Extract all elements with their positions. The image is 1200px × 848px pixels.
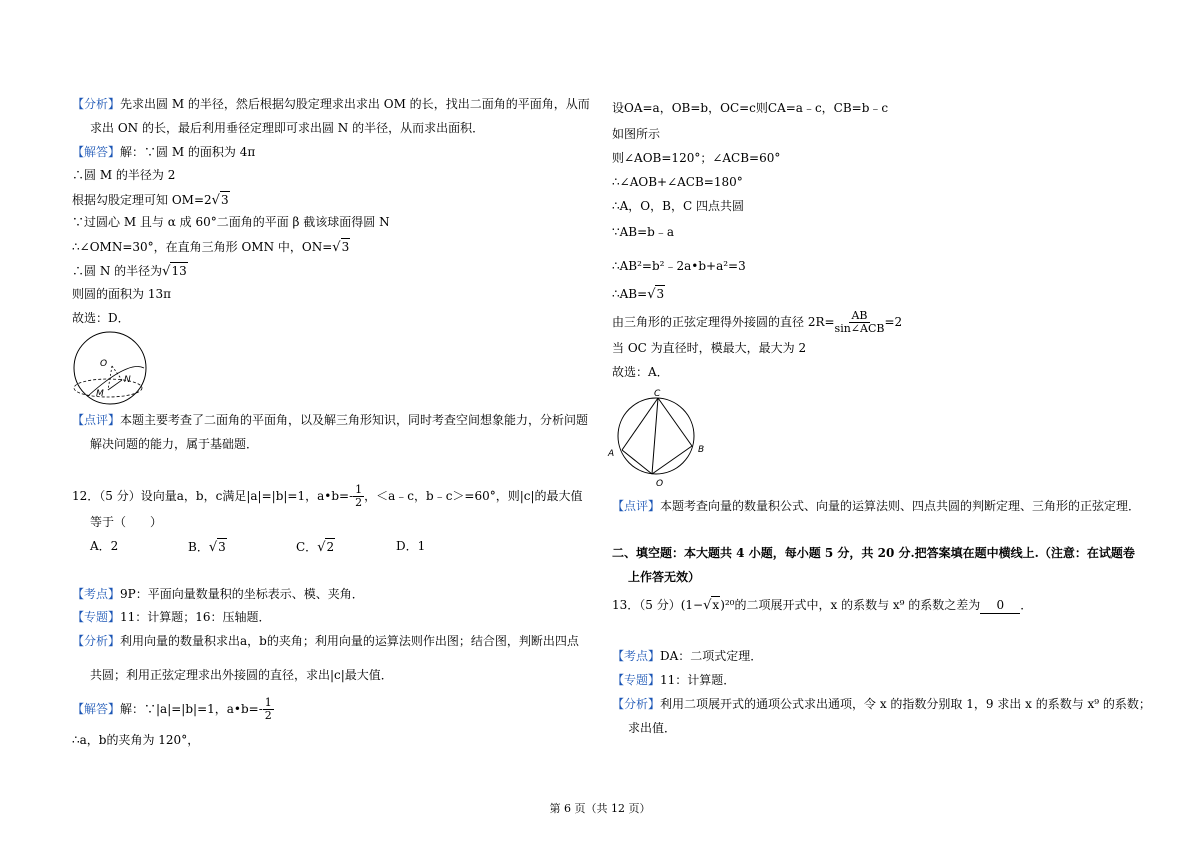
segment-ca (622, 398, 658, 450)
answer1-line4: ∵过圆心 M 且与 α 成 60°二面角的平面 β 截该球面得圆 N (72, 215, 390, 229)
answer2-line2: ∴a，b的夹角为 120°， (72, 733, 200, 747)
section2-heading-line2: 上作答无效） (628, 570, 701, 584)
sphere-outline (74, 332, 146, 404)
q12-line2: 等于（ ） (90, 515, 163, 529)
zhuanti1-tag: 【专题】 (72, 610, 121, 624)
comment1-line1: 本题主要考查了二面角的平面角，以及解三角形知识，同时考查空间想象能力，分析问题 (120, 413, 589, 427)
mn-segment (108, 380, 122, 390)
right-line9 (612, 310, 902, 335)
zhuanti2 (612, 672, 735, 688)
answer1-line1: 解：∵圆 M 的面积为 4π (120, 145, 256, 159)
q12-frac-num: 1 (355, 483, 363, 496)
label-b: B (698, 445, 705, 455)
analysis3-line2: 求出值． (628, 721, 677, 735)
label-n: N (124, 375, 131, 385)
q12-option-c: C．√2 (296, 540, 335, 555)
zhuanti2-tag: 【专题】 (612, 673, 661, 687)
answer2-frac-den: 2 (264, 709, 272, 722)
q13-radicand: x (712, 598, 720, 612)
page-footer: 第 6 页（共 12 页） (549, 802, 651, 815)
answer2 (72, 697, 274, 722)
answer1-line3-radicand: 3 (220, 193, 229, 207)
zhuanti1 (72, 609, 271, 625)
q12-prefix: 12．（5 分）设向量 (72, 489, 177, 503)
label-m: M (96, 389, 104, 399)
answer2-frac-num: 1 (264, 696, 272, 709)
kaodian2-text: DA：二项式定理． (660, 649, 763, 663)
right-line9-end: =2 (884, 315, 903, 329)
circle-m-ellipse (74, 379, 142, 397)
answer1-line5-radicand: 3 (341, 240, 350, 254)
right-line5: ∴A，O，B，C 四点共圆 (612, 199, 744, 213)
analysis2 (72, 633, 579, 649)
analysis2-tag: 【分析】 (72, 634, 121, 648)
right-line9-text: 由三角形的正弦定理得外接圆的直径 2R= (612, 315, 835, 329)
q12-option-b-label: B． (188, 540, 209, 554)
label-o: O (100, 359, 108, 369)
right-line11: 故选：A． (612, 365, 669, 379)
q12-vec-c: c (215, 489, 223, 503)
analysis1-line2: 求出 ON 的长，最后利用垂径定理即可求出圆 N 的半径，从而求出面积． (90, 121, 485, 135)
comment1-tag: 【点评】 (72, 413, 121, 427)
answer1-tag: 【解答】 (72, 145, 121, 159)
analysis1 (72, 96, 590, 112)
q12-option-d: D．1 (396, 539, 426, 553)
q12-frac-den: 2 (355, 496, 363, 509)
sine-rule-num: AB (851, 309, 868, 322)
answer2-fraction (263, 697, 274, 722)
answer1-line7: 则圆的面积为 13π (72, 287, 171, 301)
q12-option-b-radicand: 3 (218, 540, 226, 554)
right-line8: ∴AB=√3 (612, 287, 665, 302)
comment1-line2: 解决问题的能力，属于基础题． (90, 437, 259, 451)
answer1-line6-text: ∴圆 N 的半径为 (72, 264, 163, 278)
sine-rule-fraction (835, 310, 885, 335)
answer1-line6: ∴圆 N 的半径为√13 (72, 264, 187, 279)
segment-co (652, 398, 658, 474)
comment2-text: 本题考查向量的数量积公式、向量的运算法则、四点共圆的判断定理、三角形的正弦定理． (660, 499, 1141, 513)
q13-power: )²⁰的二项展开式中，x 的系数与 x⁹ 的系数之差为 (720, 598, 981, 612)
q12-vec-b: b (195, 489, 204, 503)
q12-sep2: ， (203, 489, 216, 503)
analysis3 (612, 696, 1151, 712)
analysis2-line1: 利用向量的数量积求出a，b的夹角；利用向量的运算法则作出图；结合图，判断出四点 (120, 634, 579, 648)
q12-option-c-label: C． (296, 540, 318, 554)
analysis2-line2: 共圆；利用正弦定理求出外接圆的直径，求出|c|最大值． (90, 668, 393, 682)
kaodian2 (612, 648, 762, 664)
kaodian1 (72, 586, 364, 602)
kaodian1-text: 9P：平面向量数量积的坐标表示、模、夹角． (120, 587, 364, 601)
right-line3: 则∠AOB=120°；∠ACB=60° (612, 151, 781, 165)
q12-cond1: |a|=|b|=1，a•b=- (246, 489, 354, 503)
right-line1: 设OA=a，OB=b，OC=c则CA=a﹣c，CB=b﹣c (612, 101, 889, 115)
on-segment (112, 366, 122, 380)
label-o2: O (656, 479, 664, 488)
q13-end: ． (1020, 598, 1033, 612)
circumcircle (618, 398, 694, 474)
right-line7: ∴AB²=b²﹣2a•b+a²=3 (612, 259, 746, 273)
sine-rule-den: sin∠ACB (834, 322, 885, 335)
comment1 (72, 412, 588, 428)
sphere-figure (68, 330, 168, 406)
q12-vec-a: a (176, 489, 184, 503)
q12-cond2: ，＜a﹣c，b﹣c＞=60°，则 (364, 489, 520, 503)
answer1-line3-text: 根据勾股定理可知 OM=2 (72, 193, 212, 207)
segment-oa (622, 450, 652, 474)
q12-stem (72, 484, 583, 509)
answer1-line3: 根据勾股定理可知 OM=2√3 (72, 193, 229, 208)
label-c: C (654, 389, 661, 399)
right-line8-text: ∴AB= (612, 287, 648, 301)
right-line6: ∵AB=b﹣a (612, 225, 675, 239)
right-line8-radicand: 3 (656, 287, 665, 301)
q12-option-a: A．2 (90, 539, 119, 553)
analysis3-line1: 利用二项展开式的通项公式求出通项，令 x 的指数分别取 1，9 求出 x 的系数与 x⁹ 的系数； (660, 697, 1151, 711)
q13-stem: 13．（5 分）(1−√x)²⁰的二项展开式中，x 的系数与 x⁹ 的系数之差为 0 ． (612, 598, 1033, 613)
om-segment (108, 366, 112, 390)
answer1 (72, 144, 255, 160)
q12-option-b: B．√3 (188, 540, 226, 555)
answer1-line6-radicand: 13 (171, 264, 187, 278)
answer1-line2: ∴圆 M 的半径为 2 (72, 168, 176, 182)
q13-answer-blank: 0 (980, 597, 1020, 614)
q12-sep1: ， (183, 489, 196, 503)
kaodian2-tag: 【考点】 (612, 649, 661, 663)
kaodian1-tag: 【考点】 (72, 587, 121, 601)
label-a: A (608, 449, 615, 459)
analysis1-line1: 先求出圆 M 的半径，然后根据勾股定理求出求出 OM 的长，找出二面角的平面角，从而 (120, 97, 590, 111)
right-line2: 如图所示 (612, 127, 661, 141)
q13-expr: (1− (680, 598, 704, 612)
zhuanti1-text: 11：计算题；16：压轴题． (120, 610, 271, 624)
answer1-line8: 故选：D． (72, 311, 130, 325)
q12-end: |c|的最大值 (519, 489, 583, 503)
answer2-line1: 解：∵|a|=|b|=1，a•b=- (120, 702, 263, 716)
comment2-tag: 【点评】 (612, 499, 661, 513)
q12-option-c-radicand: 2 (326, 540, 335, 554)
segment-cb (658, 398, 692, 446)
analysis1-tag: 【分析】 (72, 97, 121, 111)
q12-mid: 满足 (222, 489, 247, 503)
right-line4: ∴∠AOB+∠ACB=180° (612, 175, 743, 189)
comment2 (612, 498, 1140, 514)
zhuanti2-text: 11：计算题． (660, 673, 736, 687)
circle-figure (604, 386, 714, 488)
q12-fraction (353, 484, 364, 509)
answer1-line5-text: ∴∠OMN=30°，在直角三角形 OMN 中，ON= (72, 240, 333, 254)
answer2-tag: 【解答】 (72, 702, 121, 716)
analysis3-tag: 【分析】 (612, 697, 661, 711)
right-line10: 当 OC 为直径时，模最大，最大为 2 (612, 341, 807, 355)
section2-heading-line1: 二、填空题：本大题共 4 小题，每小题 5 分，共 20 分.把答案填在题中横线上.（注意：在试题卷 (612, 546, 1135, 560)
q13-prefix: 13．（5 分） (612, 598, 681, 612)
answer1-line5: ∴∠OMN=30°，在直角三角形 OMN 中，ON=√3 (72, 240, 350, 255)
